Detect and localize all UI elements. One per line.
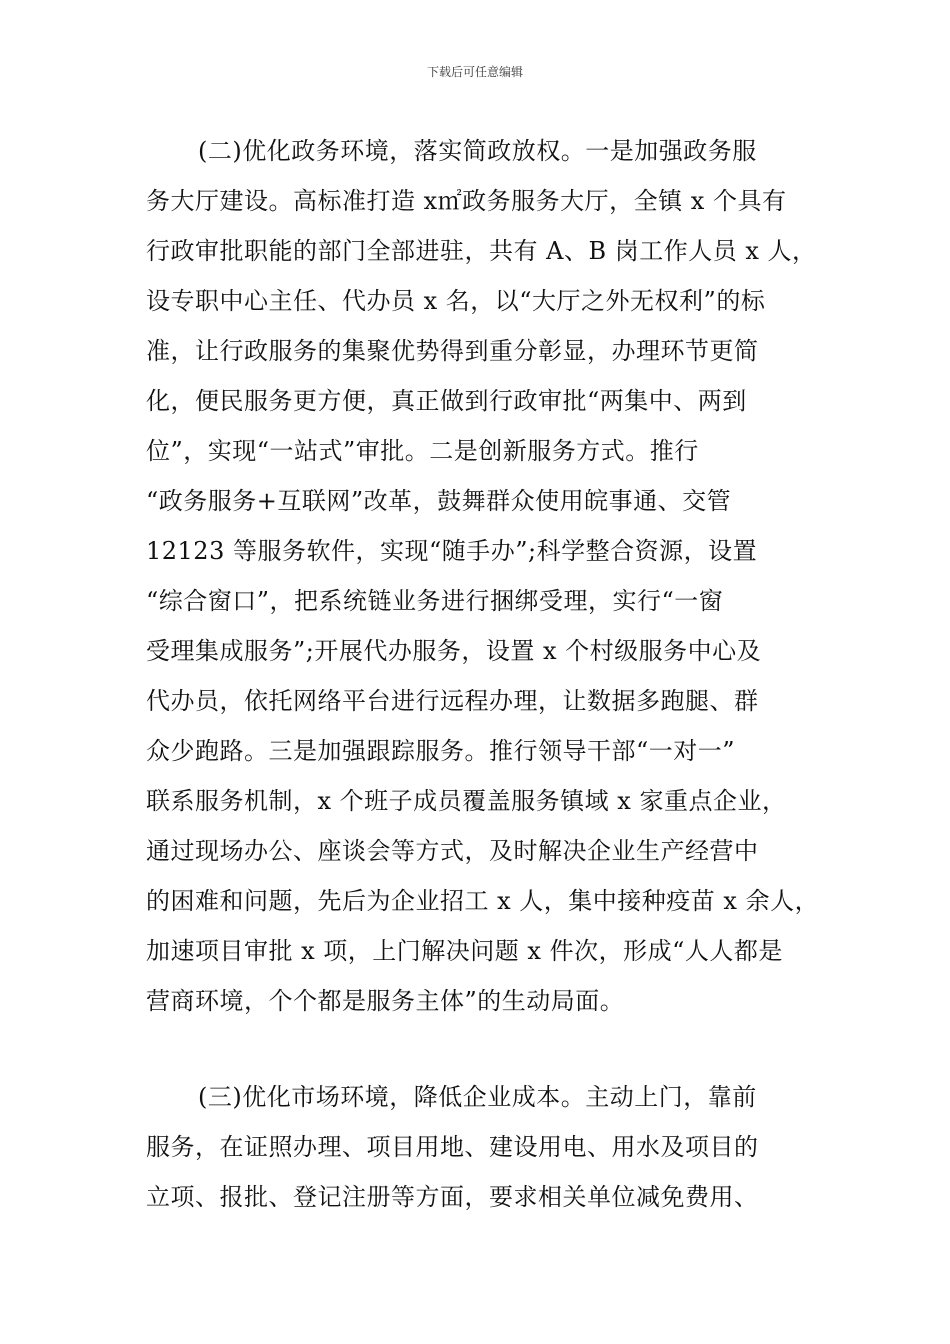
text-line: 化，便民服务更方便，真正做到行政审批“两集中、两到 <box>146 387 747 415</box>
text-line: 立项、报批、登记注册等方面，要求相关单位减免费用、 <box>146 1183 759 1211</box>
text-line: 务大厅建设。高标准打造 x㎡政务服务大厅，全镇 x 个具有 <box>146 187 787 215</box>
paragraph-section-3 <box>146 1072 822 1222</box>
text-line: (二)优化政务环境，落实简政放权。一是加强政务服 <box>198 137 757 165</box>
text-line: (三)优化市场环境，降低企业成本。主动上门，靠前 <box>198 1083 757 1111</box>
page-header: 下载后可任意编辑 <box>426 65 523 79</box>
text-line: 行政审批职能的部门全部进驻，共有 A、B 岗工作人员 x 人， <box>146 237 817 265</box>
text-line: 受理集成服务”;开展代办服务，设置 x 个村级服务中心及 <box>146 637 762 665</box>
text-line: “综合窗口”，把系统链业务进行捆绑受理，实行“一窗 <box>146 587 724 615</box>
text-line: “政务服务+互联网”改革，鼓舞群众使用皖事通、交管 <box>146 487 732 515</box>
text-line: 设专职中心主任、代办员 x 名，以“大厅之外无权利”的标 <box>146 287 766 315</box>
text-line: 营商环境，个个都是服务主体”的生动局面。 <box>146 987 625 1015</box>
paragraph-section-2 <box>146 126 822 1026</box>
text-line: 众少跑路。三是加强跟踪服务。推行领导干部“一对一” <box>146 737 736 765</box>
text-line: 代办员，依托网络平台进行远程办理，让数据多跑腿、群 <box>146 687 759 715</box>
text-line: 联系服务机制，x 个班子成员覆盖服务镇域 x 家重点企业， <box>146 787 787 815</box>
text-line: 的困难和问题，先后为企业招工 x 人，集中接种疫苗 x 余人， <box>146 887 820 915</box>
text-line: 准，让行政服务的集聚优势得到重分彰显，办理环节更简 <box>146 337 759 365</box>
text-line: 服务，在证照办理、项目用地、建设用电、用水及项目的 <box>146 1133 759 1161</box>
text-line: 通过现场办公、座谈会等方式，及时解决企业生产经营中 <box>146 837 759 865</box>
text-line: 加速项目审批 x 项，上门解决问题 x 件次，形成“人人都是 <box>146 937 783 965</box>
text-line: 位”，实现“一站式”审批。二是创新服务方式。推行 <box>146 437 699 465</box>
text-line: 12123 等服务软件，实现“随手办”;科学整合资源，设置 <box>146 537 758 565</box>
